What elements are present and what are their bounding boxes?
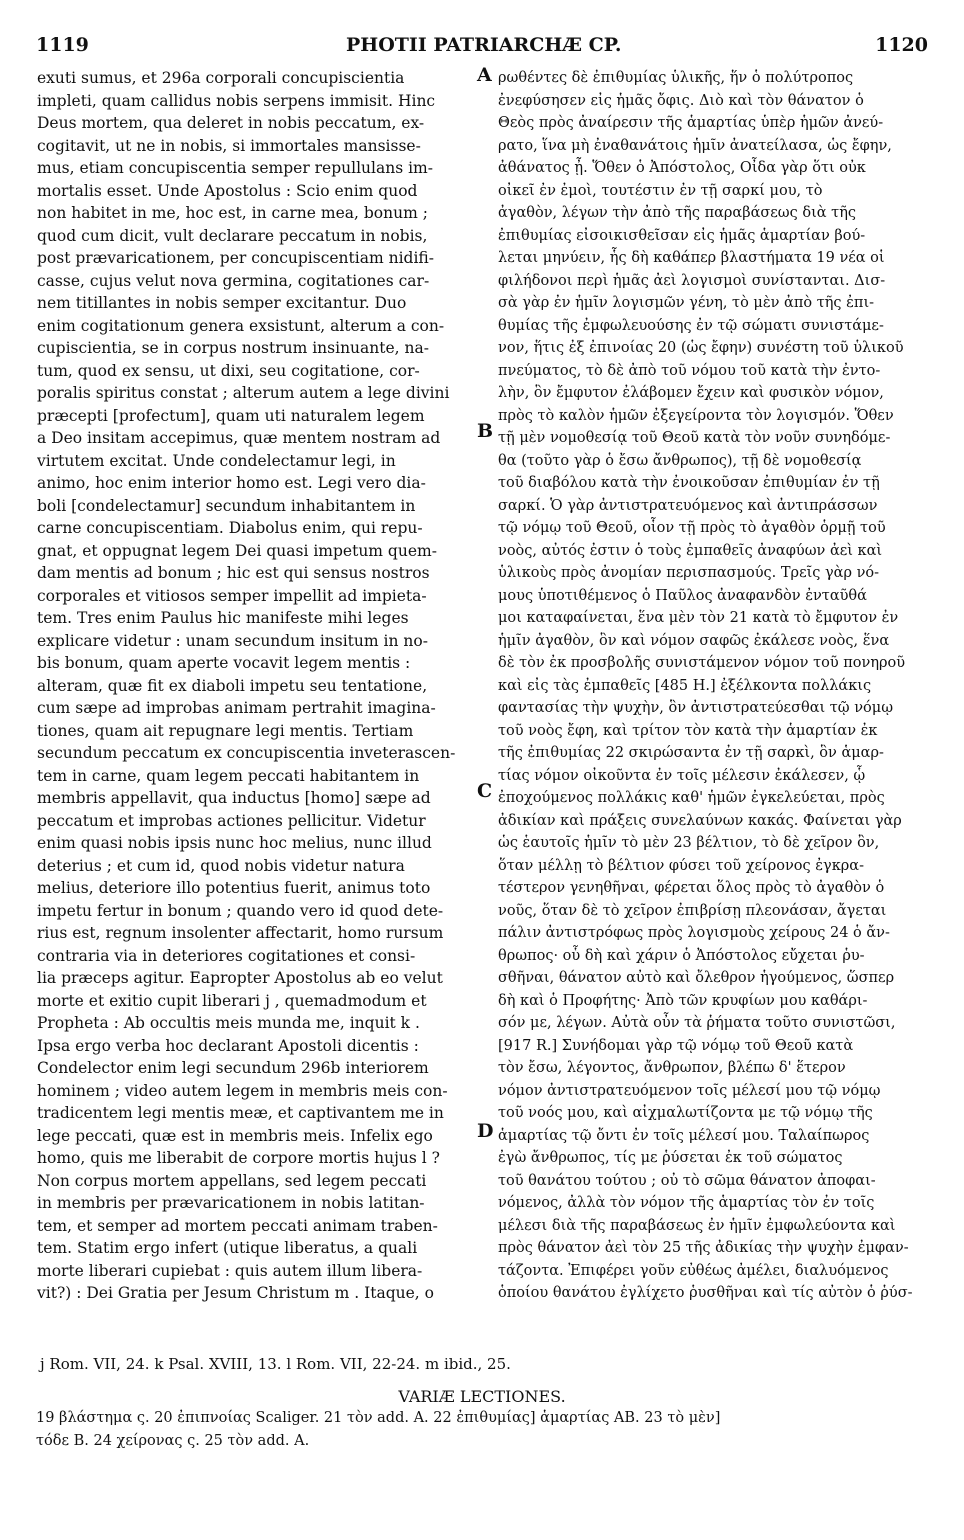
greek-line: θα (τοῦτο γὰρ ὁ ἔσω ἄνθρωπος), τῇ δὲ νομοθεσίᾳ	[498, 452, 862, 469]
latin-line: enim cogitationum genera exsistunt, alterum a con-	[37, 316, 445, 335]
latin-line: bis bonum, quam aperte vocavit legem mentis :	[37, 654, 411, 672]
latin-line: corporales et vitiosos semper impellit ad impieta-	[37, 586, 427, 605]
footnotes: j Rom. VII, 24. k Psal. XVIII, 13. l Rom. VII, 22-24. m ibid., 25.	[40, 1355, 511, 1373]
latin-line: mortalis esset. Unde Apostolus : Scio enim quod	[37, 181, 418, 200]
greek-line: τάζοντα. Ἐπιφέρει γοῦν εὐθέως ἀμέλει, διαλυόμενος	[498, 1262, 889, 1279]
greek-line: ρωθέντες δὲ ἐπιθυμίας ὑλικῆς, ἥν ὁ πολύτροπος	[498, 70, 854, 86]
greek-line: τὸν ἔσω, λέγοντος, ἄνθρωπον, βλέπω δ' ἕτερον	[498, 1060, 846, 1076]
greek-line: ὅταν μέλλῃ τὸ βέλτιον φύσει τοῦ χείρονος ἐγκρα-	[498, 857, 864, 874]
greek-line: τοῦ νοός μου, καὶ αἰχμαλωτίζοντα με τῷ νόμῳ τῆς	[498, 1105, 873, 1121]
latin-line: morte liberari cupiebat : quis autem illum libera-	[37, 1261, 423, 1280]
latin-line: exuti sumus, et 296a corporali concupiscientia	[37, 69, 405, 87]
latin-line: secundum peccatum ex concupiscentia inveterascen-	[37, 744, 456, 762]
greek-line: τοῦ διαβόλου κατὰ τὴν ἐνοικοῦσαν ἐπιθυμίαν ἐν τῇ	[498, 475, 880, 491]
latin-line: Non corpus mortem appellans, sed legem peccati	[37, 1171, 427, 1190]
latin-line: animo, hoc enim interior homo est. Legi vero dia-	[37, 474, 426, 492]
greek-line: Θεὸς πρὸς ἀναίρεσιν τῆς ἁμαρτίας ὑπὲρ ἡμῶν ἀνεύ-	[498, 115, 884, 131]
variae-line-2: τόδε B. 24 χείρονας ς. 25 τὸν add. A.	[36, 1433, 310, 1449]
latin-line: tiones, quam ait repugnare legi mentis. Tertiam	[37, 721, 414, 740]
section-marker-a: A	[477, 64, 492, 86]
greek-line: τέστερον γενηθῆναι, φέρεται ὅλος πρὸς τὸ ἀγαθὸν ὁ	[498, 880, 885, 896]
latin-line: contraria via in deteriores cogitationes et consi-	[37, 946, 416, 965]
latin-line: cupiscientia, se in corpus nostrum insinuante, na-	[37, 339, 429, 357]
latin-line: a Deo insitam accepimus, quæ mentem nostram ad	[37, 429, 441, 447]
latin-line: virtutem excitat. Unde condelectamur legi, in	[37, 451, 396, 470]
greek-line: ἡμῖν ἀγαθὸν, ὃν καὶ νόμον σαφῶς ἐκάλεσε νοὸς, ἕνα	[498, 632, 890, 649]
greek-line: πρὸς τὸ καλὸν ἡμῶν ἐξεγείροντα τὸν λογισμόν. Ὅθεν	[498, 407, 894, 424]
latin-line: tem. Statim ergo infert (utique liberatus, a quali	[37, 1239, 418, 1257]
greek-line: ὁποίου θανάτου ἐγλίχετο ῥυσθῆναι καὶ τίς αὐτὸν ὁ ῥύσ-	[498, 1285, 913, 1301]
latin-line: poralis spiritus constat ; alterum autem a lege divini	[37, 384, 450, 402]
latin-line: præcepti [profectum], quam uti naturalem legem	[37, 406, 425, 425]
greek-line: ἀθάνατος ᾖ. Ὅθεν ὁ Ἀπόστολος, Οἶδα γὰρ ὅτι οὐκ	[498, 160, 866, 176]
latin-line: post prævaricationem, per concupiscentiam nidifi-	[37, 249, 434, 267]
page-number-right: 1120	[875, 34, 928, 56]
latin-line: mus, etiam concupiscentia semper repullulans im-	[37, 159, 433, 177]
greek-line: τῷ νόμῳ τοῦ Θεοῦ, οἷον τῇ πρὸς τὸ ἀγαθὸν ὁρμῇ τοῦ	[498, 520, 886, 536]
latin-line: homo, quis me liberabit de corpore mortis hujus l ?	[37, 1149, 440, 1167]
latin-line: tum, quod ex sensu, ut dixi, seu cogitatione, cor-	[37, 361, 420, 380]
greek-line: ἐγὼ ἄνθρωπος, τίς με ῥύσεται ἐκ τοῦ σώματος	[498, 1150, 843, 1166]
section-marker-c: C	[477, 780, 493, 802]
page-number-left: 1119	[36, 34, 89, 56]
greek-line: μοι καταφαίνεται, ἕνα μὲν τὸν 21 κατὰ τὸ ἔμφυτον ἐν	[498, 610, 899, 626]
latin-line: vit?) : Dei Gratia per Jesum Christum m . Itaque, o	[37, 1284, 434, 1302]
latin-line: membris appellavit, qua inductus [homo] sæpe ad	[37, 789, 431, 807]
greek-line: ὑλικοὺς πρὸς ἀνομίαν περισπασμούς. Τρεῖς γὰρ νό-	[498, 565, 880, 581]
section-marker-d: D	[477, 1120, 494, 1142]
latin-line: cogitavit, ut ne in nobis, si immortales mansisse-	[37, 136, 421, 155]
greek-line: ἐποχούμενος πολλάκις καθ' ἡμῶν ἐγκελεύεται, πρὸς	[498, 790, 885, 806]
variae-line-1: 19 βλάστημα ς. 20 ἐπιπνοίας Scaliger. 21 τὸν add. A. 22 ἐπιθυμίας] ἁμαρτίας AB. 23 τὸ μὲν]	[36, 1410, 721, 1426]
latin-line: impetu fertur in bonum ; quando vero id quod dete-	[37, 901, 444, 920]
latin-line: Condelector enim legi secundum 296b interiorem	[37, 1059, 429, 1077]
latin-line: Ipsa ergo verba hoc declarant Apostoli dicentis :	[37, 1036, 419, 1055]
greek-column	[498, 67, 933, 1305]
greek-line: λὴν, ὃν ἔμφυτον ἐλάβομεν ἔχειν καὶ φυσικὸν νόμον,	[498, 385, 884, 401]
greek-line: καὶ εἰς τὰς ἐμπαθεῖς [485 H.] ἐξέλκοντα πολλάκις	[498, 677, 872, 694]
running-title: PHOTII PATRIARCHÆ CP.	[346, 34, 622, 56]
greek-line: νοὸς, αὐτός ἐστιν ὁ τοὺς ἐμπαθεῖς ἀναφύων ἀεὶ καὶ	[498, 542, 883, 559]
latin-line: non habitet in me, hoc est, in carne mea, bonum ;	[37, 204, 428, 222]
greek-line: ρατο, ἵνα μὴ ἐναθανάτοις ἡμῖν ἀνατείλασα, ὡς ἔφην,	[498, 137, 892, 154]
greek-line: φιλήδονοι περὶ ἡμᾶς ἀεὶ λογισμοὶ συνίστανται. Δισ-	[498, 272, 886, 289]
latin-line: enim quasi nobis ipsis nunc hoc melius, nunc illud	[37, 834, 432, 852]
latin-line: carne concupiscentiam. Diabolus enim, qui repu-	[37, 519, 423, 537]
latin-line: alteram, quæ fit ex diaboli impetu seu tentatione,	[37, 676, 428, 695]
latin-line: cum sæpe ad improbas animam pertrahit imagina-	[37, 699, 436, 717]
latin-line: tradicentem legi mentis meæ, et captivantem me in	[37, 1104, 444, 1122]
latin-line: casse, cujus velut nova germina, cogitationes car-	[37, 271, 430, 290]
greek-line: νον, ἥτις ἐξ ἐπινοίας 20 (ὡς ἔφην) συνέστη τοῦ ὑλικοῦ	[498, 340, 904, 356]
greek-line: τοῦ νοὸς ἔφη, καὶ τρίτον τὸν κατὰ τὴν ἁμαρτίαν ἐκ	[498, 722, 878, 739]
latin-line: in membris per prævaricationem in nobis latitan-	[37, 1194, 425, 1212]
greek-line: [917 R.] Συνήδομαι γὰρ τῷ νόμῳ τοῦ Θεοῦ κατὰ	[498, 1037, 854, 1054]
latin-line: morte et exitio cupit liberari j , quemadmodum et	[37, 991, 427, 1010]
greek-line: σόν με, λέγων. Αὐτὰ οὖν τὰ ῥήματα τοῦτο συνιστῶσι,	[498, 1015, 896, 1031]
greek-line: οἰκεῖ ἐν ἐμοὶ, τουτέστιν ἐν τῇ σαρκί μου, τὸ	[498, 182, 823, 199]
greek-line: φαντασίας τὴν ψυχὴν, ὃν ἀντιστρατεύεσθαι τῷ νόμῳ	[498, 700, 894, 716]
greek-line: νόμον ἀντιστρατευόμενον τοῖς μέλεσί μου τῷ νόμῳ	[498, 1082, 881, 1099]
greek-line: σὰ γὰρ ἐν ἡμῖν λογισμῶν γένη, τὸ μὲν ἀπὸ τῆς ἐπι-	[498, 295, 875, 311]
greek-line: ἁμαρτίας τῷ ὄντι ἐν τοῖς μέλεσί μου. Ταλαίπωρος	[498, 1127, 870, 1144]
latin-line: nem titillantes in nobis semper excitantur. Duo	[37, 294, 407, 312]
greek-line: σαρκί. Ὁ γὰρ ἀντιστρατευόμενος καὶ ἀντιπράσσων	[498, 497, 878, 514]
latin-line: dam mentis ad bonum ; hic est qui sensus nostros	[37, 564, 430, 582]
latin-line: quod cum dicit, vult declarare peccatum in nobis,	[37, 226, 428, 245]
greek-line: ἐπιθυμίας εἰσοικισθεῖσαν εἰς ἡμᾶς ἁμαρτίαν βού-	[498, 227, 866, 244]
greek-line: μους ὑποτιθέμενος ὁ Παῦλος ἀναφανδὸν ἐνταῦθά	[498, 587, 867, 604]
latin-line: tem, et semper ad mortem peccati animam traben-	[37, 1216, 438, 1235]
greek-line: πάλιν ἀντιστρόφως πρὸς λογισμοὺς χείρους 24 ὁ ἄν-	[498, 925, 890, 941]
latin-line: lia præceps agitur. Eapropter Apostolus ab eo velut	[37, 969, 443, 987]
greek-line: δὴ καὶ ὁ Προφήτης· Ἀπὸ τῶν κρυφίων μου καθάρι-	[498, 992, 868, 1009]
latin-column	[37, 67, 472, 1305]
greek-line: ἀδικίαν καὶ πράξεις συνελαύνων κακάς. Φαίνεται γὰρ	[498, 812, 902, 829]
greek-line: πνεύματος, τὸ δὲ ἀπὸ τοῦ νόμου τοῦ κατὰ τὴν ἐντο-	[498, 362, 881, 379]
page-header	[36, 34, 928, 58]
latin-line: deterius ; et cum id, quod nobis videtur natura	[37, 856, 405, 875]
greek-line: ἀγαθὸν, λέγων τὴν ἀπὸ τῆς παραβάσεως διὰ τῆς	[498, 205, 857, 221]
latin-line: lege peccati, quæ est in membris meis. Infelix ego	[37, 1126, 433, 1145]
greek-line: νοῦς, ὅταν δὲ τὸ χεῖρον ἐπιβρίσῃ πλεονάσαν, ἄγεται	[498, 902, 887, 919]
latin-line: peccatum et improbas actiones pellicitur. Videtur	[37, 811, 426, 830]
greek-line: νόμενος, ἀλλὰ τὸν νόμον τῆς ἁμαρτίας τὸν ἐν τοῖς	[498, 1195, 875, 1211]
variae-lectiones-heading: VARIÆ LECTIONES.	[398, 1387, 566, 1406]
greek-line: μέλεσι διὰ τῆς παραβάσεως ἐν ἡμῖν ἐμφωλεύοντα καὶ	[498, 1217, 896, 1234]
latin-line: impleti, quam callidus nobis serpens immisit. Hinc	[37, 91, 436, 110]
greek-line: σθῆναι, θάνατον αὐτὸ καὶ ὄλεθρον ἡγούμενος, ὥσπερ	[498, 970, 895, 986]
latin-line: Propheta : Ab occultis meis munda me, inquit k .	[37, 1014, 420, 1032]
greek-line: θυμίας τῆς ἐμφωλευούσης ἐν τῷ σώματι συνιστάμε-	[498, 317, 884, 334]
greek-line: τοῦ θανάτου τούτου ; οὐ τὸ σῶμα θάνατον ἀποφαι-	[498, 1172, 876, 1189]
latin-line: tem. Tres enim Paulus hic manifeste mihi leges	[37, 609, 409, 627]
greek-line: δὲ τὸν ἐκ προσβολῆς συνιστάμενον νόμον τοῦ πονηροῦ	[498, 655, 906, 671]
greek-line: πρὸς θάνατον ἀεὶ τὸν 25 τῆς ἀδικίας τὴν ψυχὴν ἐμφαν-	[498, 1240, 909, 1256]
latin-line: rius est, regnum insolenter affectarit, homo rursum	[37, 924, 444, 942]
latin-line: gnat, et oppugnat legem Dei quasi impetum quem-	[37, 541, 437, 560]
latin-line: tem in carne, quam legem peccati habitantem in	[37, 766, 420, 785]
latin-line: melius, deteriore illo potentius fuerit, animus toto	[37, 879, 431, 897]
latin-line: boli [condelectamur] secundum inhabitantem in	[37, 496, 416, 515]
section-marker-b: B	[477, 420, 494, 442]
greek-line: τίας νόμον οἰκοῦντα ἐν τοῖς μέλεσιν ἐκάλεσεν, ᾧ	[498, 767, 866, 784]
latin-line: Deus mortem, qua deleret in nobis peccatum, ex-	[37, 114, 425, 132]
greek-line: λεται μηνύειν, ἧς δὴ καθάπερ βλαστήματα 19 νέα οἱ	[498, 250, 885, 266]
greek-line: ὡς ἑαυτοῖς ἡμῖν τὸ μὲν 23 βέλτιον, τὸ δὲ χεῖρον ὂν,	[498, 835, 880, 851]
greek-line: τῇ μὲν νομοθεσίᾳ τοῦ Θεοῦ κατὰ τὸν νοῦν συνηδόμε-	[498, 430, 891, 446]
greek-line: ἐνεφύσησεν εἰς ἡμᾶς ὄφις. Διὸ καὶ τὸν θάνατον ὁ	[498, 92, 864, 109]
latin-line: explicare videtur : unam secundum insitum in no-	[37, 631, 428, 650]
greek-line: τῆς ἐπιθυμίας 22 σκιρώσαντα ἐν τῇ σαρκὶ, ὃν ἁμαρ-	[498, 745, 884, 761]
greek-line: θρωπος· οὗ δὴ καὶ χάριν ὁ Ἀπόστολος εὔχεται ῥυ-	[498, 947, 865, 964]
latin-line: hominem ; video autem legem in membris meis con-	[37, 1081, 448, 1100]
